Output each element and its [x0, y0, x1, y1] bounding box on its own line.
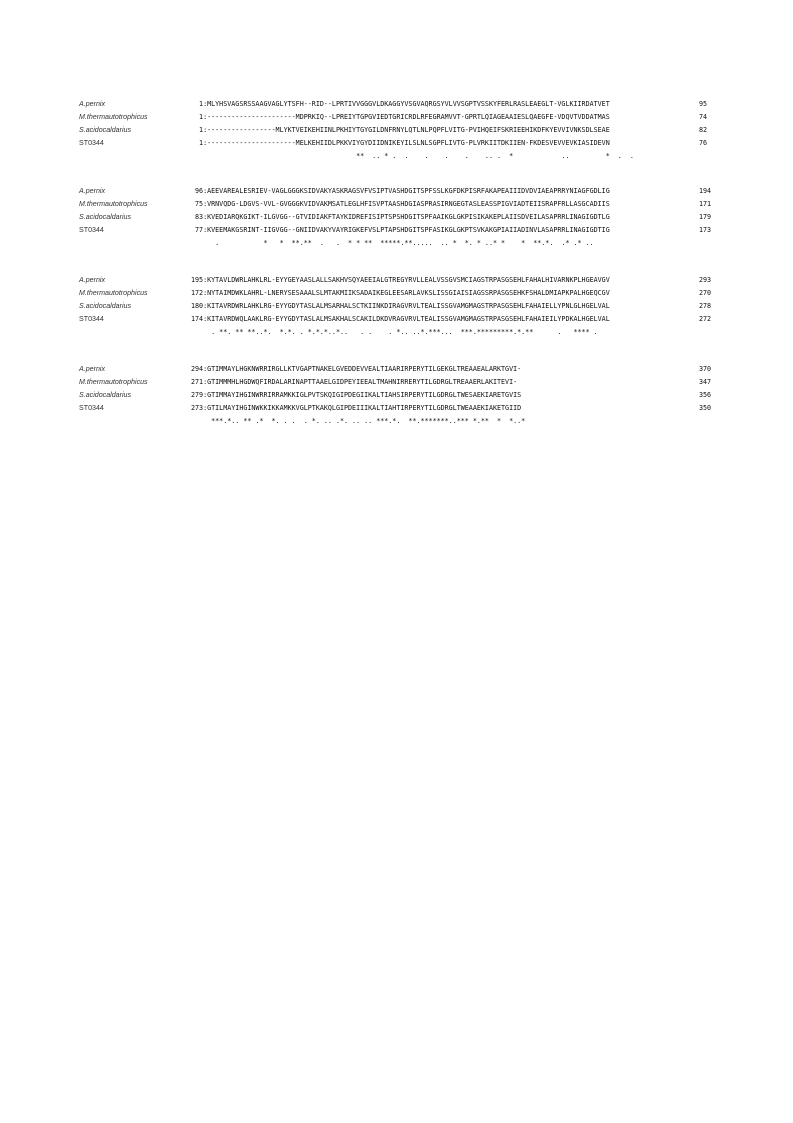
species-name: A.pernix: [79, 365, 106, 373]
conservation-symbols: ** .. * . . . . . .. . * .. * . .: [191, 152, 634, 160]
species-name: ST0344: [79, 226, 104, 234]
alignment-block: [79, 185, 719, 250]
conservation-line: [79, 150, 719, 163]
species-name: S.acidocaldarius: [79, 126, 132, 134]
end-position: 272: [699, 315, 712, 323]
alignment-row: [79, 363, 719, 376]
end-position: 347: [699, 378, 712, 386]
sequence-text: 273:GTILMAYIHGINWKKIKKAMKKVGLPTKAKQLGIPDEIIIKALTIAHTIRPERYTILGDRGLTWEAAEKIAKETGIID: [191, 404, 522, 412]
end-position: 76: [699, 139, 708, 147]
end-position: 270: [699, 289, 712, 297]
conservation-symbols: . * * **.** . . * * ** *****.**..... .. * *. * ..* * * **.*. .* .* ..: [191, 239, 594, 247]
end-position: 278: [699, 302, 712, 310]
alignment-block: [79, 363, 719, 428]
sequence-text: 1:----------------------MDPRKIQ--LPREIYTGPGVIEDTGRICRDLRFEGRAMVVT-GPRTLQIAGEAAIESLQAEGFE-VDQVTVDDATMAS: [191, 113, 610, 121]
species-name: S.acidocaldarius: [79, 391, 132, 399]
end-position: 179: [699, 213, 712, 221]
conservation-symbols: ***.*.. ** .* *. . . . *. .. .*. .. .. ***.*. **.*******..*** *.** * *..*: [191, 417, 526, 425]
species-name: ST0344: [79, 139, 104, 147]
alignment-row: [79, 137, 719, 150]
end-position: 293: [699, 276, 712, 284]
species-name: ST0344: [79, 404, 104, 412]
alignment-row: [79, 389, 719, 402]
sequence-text: 195:KYTAVLDWRLAHKLRL-EYYGEYAASLALLSAKHVSQYAEEIALGTREGYRVLLEALVSSGVSMCIAGSTRPASGSEHLFAHALHIVARNKPLHGEAVGV: [191, 276, 610, 284]
alignment-block: [79, 98, 719, 163]
alignment-row: [79, 274, 719, 287]
alignment-row: [79, 376, 719, 389]
sequence-text: 75:VRNVQDG-LDGVS-VVL-GVGGGKVIDVAKMSATLEGLHFISVPTAASHDGIASPRASIRNGEGTASLEASSPIGVIADTEIISRAPFRLLASGCADIIS: [191, 200, 610, 208]
conservation-line: [79, 237, 719, 250]
sequence-text: 279:GTIMMAYIHGINWRRIRRAMKKIGLPVTSKQIGIPDEGIIKALTIAHSIRPERYTILGDRGLTWESAEKIARETGVIS: [191, 391, 522, 399]
sequence-text: 1:----------------------MELKEHIIDLPKKVIYGYDIIDNIKEYILSLNLSGPFLIVTG-PLVRKIITDKIIEN-FKDESVEVVEVKIASIDEVN: [191, 139, 610, 147]
species-name: S.acidocaldarius: [79, 302, 132, 310]
species-name: M.thermautotrophicus: [79, 200, 148, 208]
conservation-line: [79, 415, 719, 428]
species-name: S.acidocaldarius: [79, 213, 132, 221]
conservation-symbols: . **. ** **..*. *.*. . *.*.*..*.. . . . *.. ..*.***... ***.*********.*.** . **** .: [191, 328, 598, 336]
species-name: M.thermautotrophicus: [79, 378, 148, 386]
alignment-row: [79, 198, 719, 211]
sequence-text: 172:NYTAIMDWKLAHRL-LNERYSESAAALSLMTAKMIIKSADAIKEGLEESARLAVKSLISSGIAISIAGSSRPASGSEHKFSHALDMIAPKPALHGEQCGV: [191, 289, 610, 297]
alignment-row: [79, 111, 719, 124]
species-name: M.thermautotrophicus: [79, 289, 148, 297]
alignment-row: [79, 402, 719, 415]
alignment-row: [79, 224, 719, 237]
sequence-text: 77:KVEEMAKGSRINT-IIGVGG--GNIIDVAKYVAYRIGKEFVSLPTAPSHDGITSPFASIKGLGKPTSVKAKGPIAIIADINVLASAPRRLINAGIGDTIG: [191, 226, 610, 234]
end-position: 171: [699, 200, 712, 208]
sequence-text: 174:KITAVRDWQLAAKLRG-EYYGDYTASLALMSAKHALSCAKILDKDVRAGVRVLTEALISSGVAMGMAGSTRPASGSEHLFAHAIEILYPDKALHGELVAL: [191, 315, 610, 323]
sequence-text: 96:AEEVAREALESRIEV-VAGLGGGKSIDVAKYASKRAGSVFVSIPTVASHDGITSPFSSLKGFDKPISRFAKAPEAIIIDVDVIAEAPRRYNIAGFGDLIG: [191, 187, 610, 195]
alignment-block: [79, 274, 719, 339]
alignment-row: [79, 300, 719, 313]
species-name: M.thermautotrophicus: [79, 113, 148, 121]
end-position: 356: [699, 391, 712, 399]
species-name: A.pernix: [79, 100, 106, 108]
end-position: 173: [699, 226, 712, 234]
alignment-row: [79, 313, 719, 326]
sequence-text: 271:GTIMMMHLHGDWQFIRDALARINAPTTAAELGIDPEYIEEALTMAHNIRRERYTILGDRGLTREAAERLAKITEVI-: [191, 378, 518, 386]
end-position: 95: [699, 100, 708, 108]
alignment-row: [79, 287, 719, 300]
conservation-line: [79, 326, 719, 339]
alignment-row: [79, 124, 719, 137]
end-position: 370: [699, 365, 712, 373]
alignment-row: [79, 98, 719, 111]
alignment-row: [79, 211, 719, 224]
species-name: A.pernix: [79, 187, 106, 195]
alignment-row: [79, 185, 719, 198]
species-name: A.pernix: [79, 276, 106, 284]
end-position: 82: [699, 126, 708, 134]
sequence-text: 1:-----------------MLYKTVEIKEHIINLPKHIYTGYGILDNFRNYLQTLNLPQPFLVITG-PVIHQEIFSKRIEEHIKDFKYEVVIVNKSDLSEAE: [191, 126, 610, 134]
end-position: 194: [699, 187, 712, 195]
sequence-text: 294:GTIMMAYLHGKNWRRIRGLLKTVGAPTNAKELGVEDDEVVEALTIAARIRPERYTILGEKGLTREAAEALARKTGVI-: [191, 365, 522, 373]
sequence-text: 1:MLYHSVAGSRSSAAGVAGLYTSFH--RID--LPRTIVVGGGVLDKAGGYVSGVAQRGSYVLVVSGPTVSSKYFERLRASLEAEGLT-VGLKIIRDATVET: [191, 100, 610, 108]
species-name: ST0344: [79, 315, 104, 323]
sequence-text: 180:KITAVRDWRLAHKLRG-EYYGDYTASLALMSARHALSCTKIINKDIRAGVRVLTEALISSGVAMGMAGSTRPASGSEHLFAHAIELLYPNLGLHGELVAL: [191, 302, 610, 310]
end-position: 74: [699, 113, 708, 121]
sequence-text: 83:KVEDIARQKGIKT-ILGVGG--GTVIDIAKFTAYKIDREFISIPTSPSHDGITSPFAAIKGLGKPISIKAKEPLAIISDVEILASAPRRLINAGIGDTLG: [191, 213, 610, 221]
end-position: 350: [699, 404, 712, 412]
